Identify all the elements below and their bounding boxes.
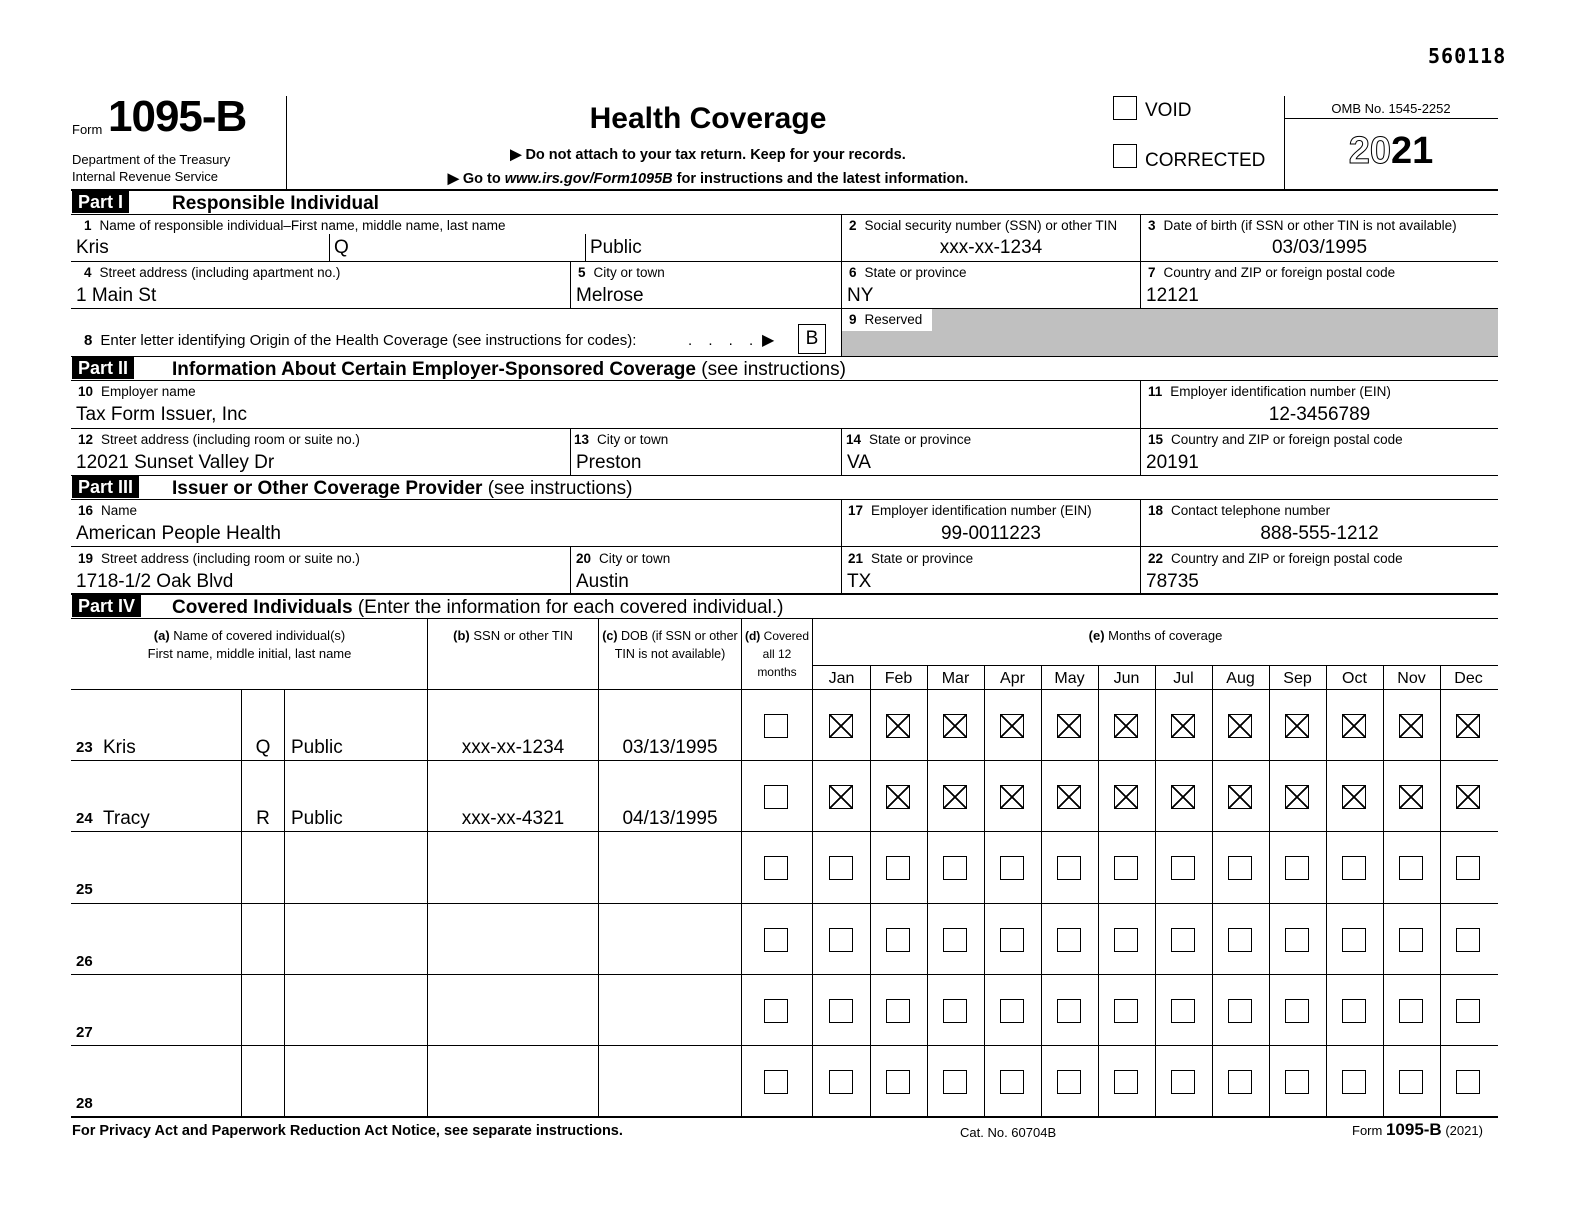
month-checkbox-jan[interactable]	[829, 856, 853, 880]
field10-num: 10	[78, 384, 94, 399]
field10-label	[78, 384, 196, 399]
field16-label	[78, 503, 137, 518]
month-checkbox-oct[interactable]	[1342, 1070, 1366, 1094]
field13-label	[574, 432, 668, 447]
field5-num: 5	[578, 265, 586, 280]
instruction-2	[286, 171, 1130, 187]
month-checkbox-aug[interactable]	[1228, 928, 1252, 952]
month-checkbox-mar[interactable]	[943, 1070, 967, 1094]
part2-tag: Part II	[72, 357, 134, 379]
field6-text: State or province	[864, 265, 967, 280]
row-number: 26	[76, 953, 93, 970]
field4-text: Street address (including apartment no.)	[99, 265, 341, 280]
month-checkbox-jun[interactable]	[1114, 1070, 1138, 1094]
field9-num: 9	[849, 312, 857, 327]
row-number: 25	[76, 881, 93, 898]
month-checkbox-feb[interactable]	[886, 785, 910, 809]
month-checkbox-dec[interactable]	[1456, 1070, 1480, 1094]
field16-text: Name	[101, 503, 138, 518]
month-checkbox-nov[interactable]	[1399, 785, 1423, 809]
month-checkbox-oct[interactable]	[1342, 785, 1366, 809]
col-separator-d-e	[812, 618, 813, 1116]
col-separator-b-c	[598, 618, 599, 1116]
col-separator-month-1	[870, 665, 871, 1116]
field19-text: Street address (including room or suite no.)	[101, 551, 360, 566]
field8-num: 8	[84, 332, 93, 349]
field4-num: 4	[84, 265, 92, 280]
field2-num: 2	[849, 218, 857, 233]
field19-street[interactable]: 1718-1/2 Oak Blvd	[76, 571, 234, 592]
month-checkbox-mar[interactable]	[943, 928, 967, 952]
month-checkbox-nov[interactable]	[1399, 999, 1423, 1023]
field14-state[interactable]: VA	[847, 452, 871, 473]
col-separator-month-3	[984, 665, 985, 1116]
col-d-header	[742, 627, 812, 681]
month-checkbox-jan[interactable]	[829, 1070, 853, 1094]
instruction-1: ▶ Do not attach to your tax return. Keep for your records.	[510, 147, 906, 163]
month-checkbox-apr[interactable]	[1000, 928, 1024, 952]
field8-dots: . . . .	[688, 332, 760, 349]
month-checkbox-dec[interactable]	[1456, 714, 1480, 738]
row-separator-1	[71, 760, 1498, 761]
row-separator-5	[71, 1045, 1498, 1046]
corrected-label: CORRECTED	[1145, 150, 1266, 171]
col-c-line1: DOB (if SSN or other	[617, 629, 738, 643]
row-separator-4	[71, 974, 1498, 975]
month-checkbox-oct[interactable]	[1342, 928, 1366, 952]
void-label: VOID	[1145, 100, 1192, 121]
field21-num: 21	[848, 551, 864, 566]
field14-label	[846, 432, 971, 447]
month-checkbox-jul[interactable]	[1171, 785, 1195, 809]
month-checkbox-oct[interactable]	[1342, 999, 1366, 1023]
field8-origin-code[interactable]: B	[798, 324, 826, 354]
month-header-dec: Dec	[1454, 670, 1483, 687]
field11-num: 11	[1148, 384, 1163, 399]
month-checkbox-nov[interactable]	[1399, 1070, 1423, 1094]
month-checkbox-dec[interactable]	[1456, 928, 1480, 952]
field7-num: 7	[1148, 265, 1156, 280]
field21-state[interactable]: TX	[847, 571, 872, 592]
col-separator-month-5	[1098, 665, 1099, 1116]
month-checkbox-jul[interactable]	[1171, 856, 1195, 880]
form-title: Health Coverage	[589, 102, 827, 135]
field1-label	[84, 218, 505, 233]
col-separator-month-11	[1440, 665, 1441, 1116]
month-checkbox-jul[interactable]	[1171, 928, 1195, 952]
row-number: 28	[76, 1095, 93, 1112]
col-d-line2: all 12 months	[757, 647, 797, 679]
month-checkbox-nov[interactable]	[1399, 714, 1423, 738]
month-checkbox-aug[interactable]	[1228, 999, 1252, 1023]
month-header-jan: Jan	[828, 670, 855, 687]
col-a-letter: (a)	[153, 628, 170, 643]
col-separator-month-6	[1155, 665, 1156, 1116]
field16-name[interactable]: American People Health	[76, 523, 281, 544]
covered-ssn[interactable]: xxx-xx-4321	[461, 808, 565, 829]
tax-year-suffix: 21	[1391, 130, 1434, 172]
field7-text: Country and ZIP or foreign postal code	[1163, 265, 1396, 280]
field15-num: 15	[1148, 432, 1164, 447]
field20-city[interactable]: Austin	[576, 571, 629, 592]
field21-label	[848, 551, 973, 566]
col-separator-month-7	[1212, 665, 1213, 1116]
col-a-line2: First name, middle initial, last name	[147, 646, 352, 661]
month-checkbox-mar[interactable]	[943, 856, 967, 880]
month-checkbox-dec[interactable]	[1456, 856, 1480, 880]
month-checkbox-apr[interactable]	[1000, 1070, 1024, 1094]
row-number: 23	[76, 739, 93, 756]
footer-year: (2021)	[1441, 1123, 1483, 1138]
col-separator-c-d	[741, 618, 742, 1116]
field13-text: City or town	[597, 432, 669, 447]
part2-title	[172, 359, 846, 381]
field2-text: Social security number (SSN) or other TIN	[864, 218, 1118, 233]
field4-label	[84, 265, 340, 280]
footer-form-id	[1352, 1120, 1483, 1140]
col-separator-month-2	[927, 665, 928, 1116]
month-checkbox-nov[interactable]	[1399, 928, 1423, 952]
control-number: 560118	[1428, 44, 1507, 68]
field18-phone[interactable]: 888-555-1212	[1260, 523, 1379, 544]
field10-text: Employer name	[101, 384, 196, 399]
month-checkbox-apr[interactable]	[1000, 785, 1024, 809]
field9-reserved-area	[842, 309, 1498, 356]
covered-all-12-months-checkbox[interactable]	[764, 1070, 788, 1094]
covered-all-12-months-checkbox[interactable]	[764, 928, 788, 952]
field1-num: 1	[84, 218, 92, 233]
col-separator-month-4	[1041, 665, 1042, 1116]
field7-zip[interactable]: 12121	[1146, 285, 1199, 306]
field8-arrow: ▶	[762, 332, 775, 349]
col-e-letter: (e)	[1088, 628, 1105, 643]
covered-all-12-months-checkbox[interactable]	[764, 999, 788, 1023]
month-checkbox-sep[interactable]	[1285, 785, 1309, 809]
month-checkbox-apr[interactable]	[1000, 999, 1024, 1023]
covered-middle-initial[interactable]: Q	[255, 737, 271, 758]
field3-num: 3	[1148, 218, 1156, 233]
field12-text: Street address (including room or suite no.)	[101, 432, 360, 447]
month-checkbox-jul[interactable]	[1171, 999, 1195, 1023]
field5-label	[578, 265, 665, 280]
field3-label	[1148, 218, 1457, 233]
field22-num: 22	[1148, 551, 1164, 566]
month-header-feb: Feb	[884, 670, 913, 687]
field17-num: 17	[848, 503, 864, 518]
part4-title-main: Covered Individuals	[172, 597, 353, 618]
field9-text: Reserved	[864, 312, 923, 327]
field22-zip[interactable]: 78735	[1146, 571, 1199, 592]
row-separator-2	[71, 831, 1498, 832]
month-checkbox-jan[interactable]	[829, 785, 853, 809]
part2-title-suffix: (see instructions)	[695, 359, 846, 380]
month-checkbox-sep[interactable]	[1285, 999, 1309, 1023]
part1-tag: Part I	[72, 191, 129, 213]
month-checkbox-dec[interactable]	[1456, 999, 1480, 1023]
field8-label	[84, 332, 636, 349]
month-checkbox-feb[interactable]	[886, 714, 910, 738]
month-checkbox-may[interactable]	[1057, 1070, 1081, 1094]
month-header-sep: Sep	[1283, 670, 1312, 687]
field1-middle-name[interactable]: Q	[334, 237, 349, 258]
col-separator-month-9	[1326, 665, 1327, 1116]
col-e-header	[813, 627, 1498, 645]
month-checkbox-jun[interactable]	[1114, 928, 1138, 952]
field20-label	[576, 551, 670, 566]
month-checkbox-feb[interactable]	[886, 856, 910, 880]
part4-title	[172, 597, 783, 619]
row-separator-3	[71, 903, 1498, 904]
omb-number: OMB No. 1545-2252	[1331, 101, 1451, 116]
field1-last-name[interactable]: Public	[590, 237, 642, 258]
field15-label	[1148, 432, 1403, 447]
month-checkbox-sep[interactable]	[1285, 928, 1309, 952]
field15-text: Country and ZIP or foreign postal code	[1171, 432, 1403, 447]
field3-dob[interactable]: 03/03/1995	[1271, 237, 1368, 258]
month-checkbox-jul[interactable]	[1171, 714, 1195, 738]
covered-first-name[interactable]: Kris	[103, 737, 136, 758]
field19-num: 19	[78, 551, 94, 566]
col-b-header	[428, 627, 598, 645]
month-checkbox-apr[interactable]	[1000, 856, 1024, 880]
footer-privacy: For Privacy Act and Paperwork Reduction Act Notice, see separate instructions.	[72, 1123, 623, 1139]
covered-all-12-months-checkbox[interactable]	[764, 856, 788, 880]
covered-dob[interactable]: 03/13/1995	[622, 737, 718, 758]
void-checkbox[interactable]	[1113, 96, 1137, 120]
month-header-jul: Jul	[1173, 670, 1194, 687]
footer-form-word: Form	[1352, 1123, 1386, 1138]
col-c-letter: (c)	[602, 629, 618, 643]
month-checkbox-jan[interactable]	[829, 999, 853, 1023]
month-checkbox-may[interactable]	[1057, 928, 1081, 952]
field12-num: 12	[78, 432, 94, 447]
col-d-letter: (d)	[744, 629, 761, 643]
month-checkbox-sep[interactable]	[1285, 1070, 1309, 1094]
month-checkbox-jun[interactable]	[1114, 856, 1138, 880]
month-header-jun: Jun	[1113, 670, 1140, 687]
field11-ein[interactable]: 12-3456789	[1268, 404, 1371, 425]
month-checkbox-feb[interactable]	[886, 928, 910, 952]
field5-text: City or town	[593, 265, 665, 280]
col-a-line1: Name of covered individual(s)	[169, 628, 346, 643]
col-e-label: Months of coverage	[1104, 628, 1223, 643]
part2-title-main: Information About Certain Employer-Sponsored Coverage	[172, 359, 696, 380]
field20-text: City or town	[599, 551, 671, 566]
covered-middle-initial[interactable]: R	[256, 808, 270, 829]
month-checkbox-jun[interactable]	[1114, 714, 1138, 738]
covered-dob[interactable]: 04/13/1995	[622, 808, 718, 829]
field22-label	[1148, 551, 1403, 566]
field13-num: 13	[574, 432, 590, 447]
field17-label	[848, 503, 1092, 518]
field2-ssn[interactable]: xxx-xx-1234	[939, 237, 1043, 258]
month-checkbox-feb[interactable]	[886, 1070, 910, 1094]
row-number: 24	[76, 810, 93, 827]
month-checkbox-jan[interactable]	[829, 714, 853, 738]
field9-label	[842, 309, 932, 331]
field11-text: Employer identification number (EIN)	[1170, 384, 1391, 399]
instruction-2-prefix: ▶ Go to	[447, 171, 505, 187]
field6-state[interactable]: NY	[847, 285, 874, 306]
part3-title-suffix: (see instructions)	[482, 478, 633, 499]
month-header-oct: Oct	[1342, 670, 1367, 687]
month-header-apr: Apr	[1000, 670, 1025, 687]
field10-employer-name[interactable]: Tax Form Issuer, Inc	[76, 404, 248, 425]
covered-ssn[interactable]: xxx-xx-1234	[461, 737, 565, 758]
month-header-mar: Mar	[941, 670, 970, 687]
month-checkbox-sep[interactable]	[1285, 714, 1309, 738]
field8-text: Enter letter identifying Origin of the Health Coverage (see instructions for codes):	[100, 332, 637, 349]
field12-label	[78, 432, 360, 447]
month-checkbox-mar[interactable]	[943, 714, 967, 738]
month-checkbox-mar[interactable]	[943, 999, 967, 1023]
field3-text: Date of birth (if SSN or other TIN is not available)	[1163, 218, 1457, 233]
field14-text: State or province	[869, 432, 972, 447]
field18-text: Contact telephone number	[1171, 503, 1331, 518]
month-checkbox-aug[interactable]	[1228, 1070, 1252, 1094]
field17-ein[interactable]: 99-0011223	[940, 523, 1042, 544]
part4-title-suffix: (Enter the information for each covered individual.)	[352, 597, 784, 618]
part3-tag: Part III	[72, 476, 139, 498]
col-c-header	[599, 627, 741, 663]
covered-last-name[interactable]: Public	[291, 737, 343, 758]
month-checkbox-feb[interactable]	[886, 999, 910, 1023]
tax-year	[1284, 130, 1498, 173]
month-checkbox-apr[interactable]	[1000, 714, 1024, 738]
field13-city[interactable]: Preston	[576, 452, 642, 473]
covered-first-name[interactable]: Tracy	[103, 808, 150, 829]
col-a-header	[72, 627, 427, 663]
month-checkbox-aug[interactable]	[1228, 856, 1252, 880]
month-checkbox-sep[interactable]	[1285, 856, 1309, 880]
part3-title	[172, 478, 632, 500]
month-checkbox-may[interactable]	[1057, 999, 1081, 1023]
month-checkbox-oct[interactable]	[1342, 714, 1366, 738]
footer-cat-number: Cat. No. 60704B	[960, 1125, 1057, 1140]
col-separator-month-8	[1269, 665, 1270, 1116]
col-separator-a-b	[427, 618, 428, 1116]
field17-text: Employer identification number (EIN)	[871, 503, 1092, 518]
footer-form-number: 1095-B	[1385, 1120, 1442, 1139]
month-header-nov: Nov	[1397, 670, 1426, 687]
field19-label	[78, 551, 360, 566]
part3-title-main: Issuer or Other Coverage Provider	[172, 478, 483, 499]
month-checkbox-mar[interactable]	[943, 785, 967, 809]
field16-num: 16	[78, 503, 94, 518]
month-checkbox-jul[interactable]	[1171, 1070, 1195, 1094]
month-checkbox-oct[interactable]	[1342, 856, 1366, 880]
field22-text: Country and ZIP or foreign postal code	[1171, 551, 1403, 566]
month-checkbox-aug[interactable]	[1228, 714, 1252, 738]
month-checkbox-jun[interactable]	[1114, 785, 1138, 809]
dept-line2: Internal Revenue Service	[72, 169, 218, 184]
field6-num: 6	[849, 265, 857, 280]
field6-label	[849, 265, 967, 280]
part1-title: Responsible Individual	[172, 193, 379, 214]
month-checkbox-may[interactable]	[1057, 714, 1081, 738]
instruction-2-url[interactable]: www.irs.gov/Form1095B	[504, 171, 673, 187]
covered-all-12-months-checkbox[interactable]	[764, 785, 788, 809]
field12-street[interactable]: 12021 Sunset Valley Dr	[76, 452, 275, 473]
covered-all-12-months-checkbox[interactable]	[764, 714, 788, 738]
month-checkbox-jan[interactable]	[829, 928, 853, 952]
month-checkbox-aug[interactable]	[1228, 785, 1252, 809]
month-checkbox-nov[interactable]	[1399, 856, 1423, 880]
corrected-checkbox[interactable]	[1113, 144, 1137, 168]
field7-label	[1148, 265, 1395, 280]
field4-street[interactable]: 1 Main St	[76, 285, 157, 306]
col-d-line1: Covered	[760, 629, 810, 643]
field1-first-name[interactable]: Kris	[76, 237, 109, 258]
tax-year-prefix: 20	[1348, 130, 1391, 172]
month-header-aug: Aug	[1226, 670, 1255, 687]
month-checkbox-jun[interactable]	[1114, 999, 1138, 1023]
field21-text: State or province	[871, 551, 974, 566]
row-number: 27	[76, 1024, 93, 1041]
dept-line1: Department of the Treasury	[72, 152, 231, 167]
field5-city[interactable]: Melrose	[576, 285, 644, 306]
col-b-letter: (b)	[453, 628, 470, 643]
month-header-may: May	[1054, 670, 1085, 687]
field18-label	[1148, 503, 1330, 518]
col-c-line2: TIN is not available)	[614, 647, 726, 661]
field18-num: 18	[1148, 503, 1164, 518]
form-word: Form	[72, 122, 103, 137]
col-b-label: SSN or other TIN	[469, 628, 573, 643]
field11-label	[1148, 384, 1391, 399]
field15-zip[interactable]: 20191	[1146, 452, 1199, 473]
month-checkbox-may[interactable]	[1057, 785, 1081, 809]
field14-num: 14	[846, 432, 862, 447]
field2-label	[849, 218, 1117, 233]
month-checkbox-dec[interactable]	[1456, 785, 1480, 809]
covered-last-name[interactable]: Public	[291, 808, 343, 829]
field20-num: 20	[576, 551, 592, 566]
field1-text: Name of responsible individual–First name, middle name, last name	[99, 218, 506, 233]
month-checkbox-may[interactable]	[1057, 856, 1081, 880]
col-separator-month-10	[1383, 665, 1384, 1116]
part4-tag: Part IV	[72, 595, 141, 617]
instruction-2-suffix: for instructions and the latest information.	[672, 171, 969, 187]
form-number: 1095-B	[108, 92, 247, 141]
